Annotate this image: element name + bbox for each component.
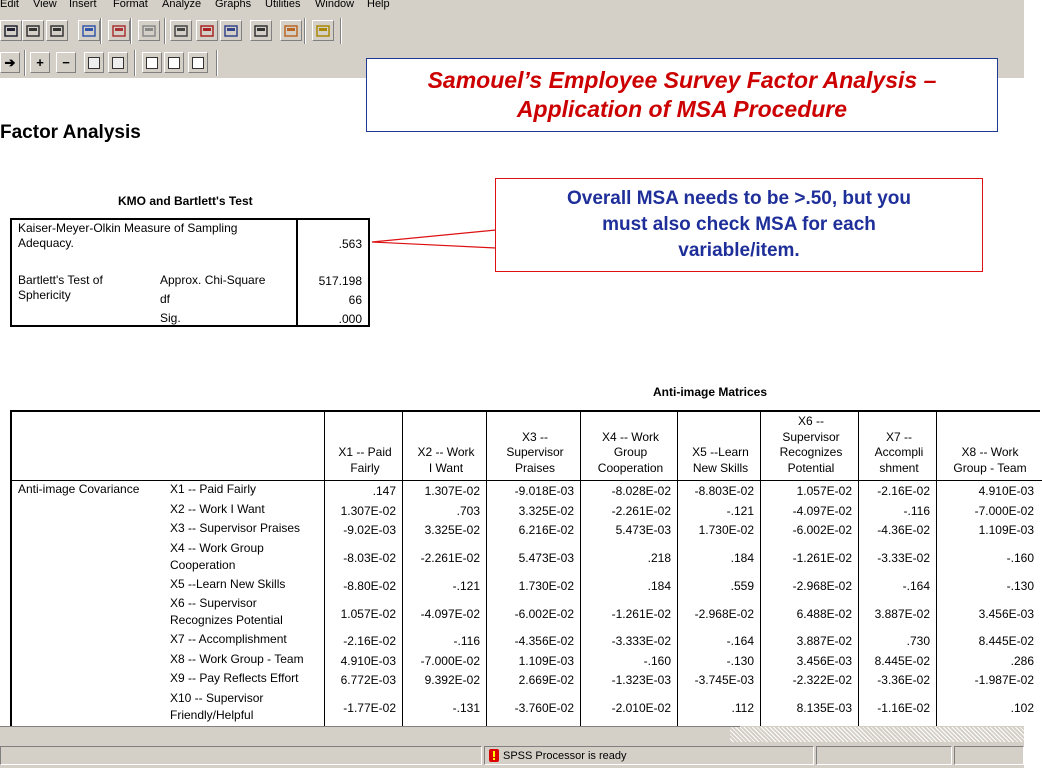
- dialog-recall-button[interactable]: [108, 20, 130, 41]
- alert-icon: [489, 749, 499, 762]
- toolbar-separator: [130, 18, 132, 44]
- row-label: Friendly/Helpful: [170, 707, 254, 722]
- column-divider: [760, 480, 761, 726]
- matrix-cell: .218: [647, 551, 671, 565]
- use-sets-button[interactable]: [250, 20, 272, 41]
- use-sets-icon: [254, 24, 268, 38]
- goto-data-icon: [174, 24, 188, 38]
- hide-icon: [112, 57, 124, 69]
- row-label: X9 -- Pay Reflects Effort: [170, 671, 299, 685]
- collapse-icon: −: [62, 55, 70, 70]
- output-heading: Factor Analysis: [0, 122, 141, 143]
- kmo-label: Kaiser-Meyer-Olkin Measure of Sampling: [18, 221, 238, 235]
- slide-title-box: [366, 58, 998, 132]
- column-divider: [858, 480, 859, 726]
- matrix-cell: 3.325E-02: [518, 503, 574, 518]
- row-label: X7 -- Accomplishment: [170, 632, 287, 646]
- matrix-cell: -4.36E-02: [877, 523, 930, 538]
- kmo-row-value: 517.198: [318, 274, 362, 288]
- column-header: Group: [613, 445, 648, 459]
- column-header: shment: [879, 460, 919, 475]
- row-label: X6 -- Supervisor: [170, 596, 257, 610]
- row-label: X4 -- Work Group: [170, 540, 264, 555]
- column-header: Accompli: [874, 445, 924, 459]
- collapse-button[interactable]: [56, 52, 76, 73]
- toolbar-separator: [164, 18, 166, 44]
- insert-variable-icon: [200, 24, 214, 38]
- matrix-cell: -.131: [452, 701, 480, 715]
- run-icon: [316, 24, 330, 38]
- matrix-cell: -.160: [1006, 551, 1034, 565]
- matrix-cell: .184: [647, 578, 671, 593]
- row-label: X1 -- Paid Fairly: [170, 482, 257, 496]
- matrix-cell: .559: [730, 578, 754, 593]
- column-header: New Skills: [692, 460, 749, 475]
- insert-text-button[interactable]: [188, 52, 208, 73]
- matrix-cell: -3.333E-02: [611, 634, 671, 649]
- matrix-cell: -2.010E-02: [611, 701, 671, 715]
- menu-window[interactable]: Window: [315, 0, 355, 10]
- matrix-cell: 8.445E-02: [978, 634, 1034, 649]
- kmo-row-label: df: [160, 292, 171, 306]
- matrix-cell: 6.772E-03: [340, 673, 396, 688]
- status-pane: [0, 746, 482, 765]
- insert-title-icon: [168, 57, 180, 69]
- matrix-cell: -4.097E-02: [420, 606, 480, 621]
- matrix-cell: -2.968E-02: [792, 578, 852, 593]
- insert-heading-icon: [146, 57, 158, 69]
- variables-info-icon: [224, 24, 238, 38]
- matrix-group-label: Anti-image Covariance: [18, 482, 140, 496]
- matrix-cell: -8.028E-02: [611, 484, 671, 499]
- matrix-cell: 1.109E-03: [518, 653, 574, 668]
- kmo-label-cont: Adequacy.: [18, 236, 74, 250]
- navigate-button[interactable]: [0, 52, 20, 73]
- processor-status-text: SPSS Processor is ready: [503, 749, 627, 762]
- matrix-cell: .703: [456, 503, 480, 518]
- column-divider: [580, 480, 581, 726]
- save-button[interactable]: [0, 20, 22, 41]
- column-divider: [402, 480, 403, 726]
- column-divider: [486, 480, 487, 726]
- matrix-cell: -1.323E-03: [611, 673, 671, 688]
- insert-variable-button[interactable]: [196, 20, 218, 41]
- column-header: X3 --: [521, 429, 548, 444]
- column-header: Recognizes: [779, 445, 843, 459]
- matrix-cell: 3.887E-02: [874, 606, 930, 621]
- kmo-row-value: .000: [338, 312, 362, 326]
- callout-text: Overall MSA needs to be >.50, but you must also check MSA for each variable/item.: [566, 188, 912, 261]
- insert-heading-button[interactable]: [142, 52, 162, 73]
- matrix-cell: 3.887E-02: [796, 634, 852, 649]
- menu-help[interactable]: Help: [367, 0, 390, 10]
- toolbar-separator: [340, 18, 342, 44]
- matrix-cell: 1.057E-02: [340, 606, 396, 621]
- kmo-row-label: Approx. Chi-Square: [160, 273, 266, 287]
- anti-image-table: [10, 410, 1040, 726]
- column-header: Supervisor: [506, 445, 564, 459]
- matrix-cell: 3.325E-02: [424, 523, 480, 538]
- matrix-cell: 8.135E-03: [796, 701, 852, 715]
- header-divider: [12, 480, 1042, 481]
- kmo-table: [10, 218, 370, 327]
- matrix-cell: 1.109E-03: [978, 523, 1034, 538]
- matrix-cell: .286: [1010, 653, 1034, 668]
- status-pane: [954, 746, 1024, 765]
- matrix-cell: 6.488E-02: [796, 606, 852, 621]
- matrix-cell: -.121: [452, 578, 480, 593]
- matrix-cell: -.116: [453, 634, 480, 649]
- print-icon: [26, 24, 40, 38]
- export-icon: [82, 24, 96, 38]
- kmo-row-label: Sig.: [160, 311, 181, 325]
- designate-window-icon: [284, 24, 298, 38]
- matrix-cell: 1.307E-02: [424, 484, 480, 499]
- matrix-cell: -.121: [726, 503, 754, 518]
- matrix-cell: -6.002E-02: [514, 606, 574, 621]
- run-button[interactable]: [312, 20, 334, 41]
- matrix-cell: -9.02E-03: [343, 523, 396, 538]
- navigate-icon: ➔: [4, 54, 16, 70]
- matrix-cell: 1.730E-02: [698, 523, 754, 538]
- matrix-cell: -.164: [902, 578, 930, 593]
- dialog-recall-icon: [112, 24, 126, 38]
- scrollbar-track[interactable]: [730, 727, 1024, 742]
- matrix-cell: -1.261E-02: [611, 606, 671, 621]
- row-label: Cooperation: [170, 557, 236, 572]
- matrix-cell: -2.261E-02: [611, 503, 671, 518]
- kmo-row-value: 66: [348, 293, 362, 307]
- print-button[interactable]: [22, 20, 44, 41]
- anti-image-caption: Anti-image Matrices: [653, 385, 768, 399]
- matrix-cell: -8.03E-02: [343, 551, 396, 565]
- goto-data-button[interactable]: [170, 20, 192, 41]
- matrix-cell: -2.16E-02: [877, 484, 930, 499]
- row-label: X8 -- Work Group - Team: [170, 651, 304, 666]
- matrix-cell: -6.002E-02: [792, 523, 852, 538]
- matrix-cell: 1.730E-02: [518, 578, 574, 593]
- matrix-cell: 3.456E-03: [796, 653, 852, 668]
- kmo-caption: KMO and Bartlett's Test: [118, 194, 253, 208]
- matrix-cell: .184: [730, 551, 754, 565]
- matrix-cell: 8.445E-02: [874, 653, 930, 668]
- main-toolbar: [0, 14, 1024, 49]
- row-label: Recognizes Potential: [170, 613, 283, 627]
- menu-analyze[interactable]: Analyze: [162, 0, 202, 10]
- matrix-cell: -3.760E-02: [514, 701, 574, 715]
- row-label: X3 -- Supervisor Praises: [170, 521, 301, 535]
- matrix-cell: -1.16E-02: [877, 701, 930, 715]
- insert-text-icon: [192, 57, 204, 69]
- matrix-cell: -.116: [903, 503, 930, 518]
- column-header: Cooperation: [597, 460, 664, 475]
- matrix-cell: .102: [1010, 701, 1034, 715]
- row-label: X5 --Learn New Skills: [170, 576, 286, 591]
- insert-title-button[interactable]: [164, 52, 184, 73]
- column-header: I Want: [428, 460, 464, 475]
- column-header: X8 -- Work: [961, 445, 1019, 459]
- matrix-cell: -.130: [1006, 578, 1034, 593]
- print-preview-button[interactable]: [46, 20, 68, 41]
- matrix-cell: 5.473E-03: [518, 551, 574, 565]
- hide-button[interactable]: [108, 52, 128, 73]
- menu-format[interactable]: Format: [113, 0, 148, 10]
- matrix-cell: -.164: [726, 634, 754, 649]
- column-header: X2 -- Work: [417, 445, 475, 459]
- print-preview-icon: [50, 24, 64, 38]
- column-header: Group - Team: [953, 460, 1027, 475]
- matrix-cell: 1.307E-02: [340, 503, 396, 518]
- matrix-cell: -1.987E-02: [974, 673, 1034, 688]
- designate-window-button[interactable]: [280, 20, 302, 41]
- matrix-cell: -8.803E-02: [694, 484, 754, 499]
- slide-title: Samouel’s Employee Survey Factor Analysis – Application of MSA Procedure: [427, 67, 937, 122]
- matrix-cell: -2.261E-02: [420, 551, 480, 565]
- horizontal-scrollbar[interactable]: [0, 726, 740, 742]
- show-button[interactable]: [84, 52, 104, 73]
- column-header: X6 --: [797, 414, 824, 428]
- matrix-cell: -3.36E-02: [877, 673, 930, 688]
- status-pane: [816, 746, 952, 765]
- processor-status-pane: [484, 746, 814, 765]
- toolbar-separator: [100, 18, 102, 44]
- kmo-value: .563: [338, 237, 362, 251]
- matrix-cell: -1.77E-02: [343, 701, 396, 715]
- undo-button[interactable]: [138, 20, 160, 41]
- matrix-cell: -7.000E-02: [420, 653, 480, 668]
- column-header: X5 --Learn: [692, 445, 749, 459]
- column-header: Potential: [787, 460, 835, 475]
- matrix-cell: 6.216E-02: [518, 523, 574, 538]
- matrix-cell: 2.669E-02: [518, 673, 574, 688]
- matrix-cell: -7.000E-02: [974, 503, 1034, 518]
- show-icon: [88, 57, 100, 69]
- row-label: X2 -- Work I Want: [170, 501, 265, 516]
- matrix-cell: 4.910E-03: [978, 484, 1034, 499]
- bartlett-label: Bartlett's Test of: [18, 273, 103, 287]
- matrix-cell: -.130: [726, 653, 754, 668]
- column-header: Fairly: [350, 460, 380, 475]
- matrix-cell: -2.16E-02: [343, 634, 396, 649]
- matrix-cell: -2.968E-02: [694, 606, 754, 621]
- matrix-cell: .112: [731, 701, 754, 715]
- matrix-cell: 3.456E-03: [978, 606, 1034, 621]
- column-divider: [324, 412, 325, 726]
- variables-info-button[interactable]: [220, 20, 242, 41]
- menu-utilities[interactable]: Utilities: [265, 0, 301, 10]
- toolbar-separator: [304, 18, 306, 44]
- save-icon: [4, 24, 18, 38]
- column-header: Supervisor: [782, 429, 840, 444]
- column-header: X1 -- Paid: [338, 445, 392, 459]
- menu-graphs[interactable]: Graphs: [215, 0, 252, 10]
- bartlett-label-cont: Sphericity: [18, 288, 71, 302]
- matrix-cell: -8.80E-02: [343, 578, 396, 593]
- matrix-cell: -1.261E-02: [792, 551, 852, 565]
- matrix-cell: -4.097E-02: [792, 503, 852, 518]
- msa-callout: [495, 178, 983, 272]
- matrix-cell: 1.057E-02: [796, 484, 852, 499]
- menu-bar: [0, 0, 1024, 14]
- toolbar-separator: [134, 50, 136, 76]
- menu-insert[interactable]: Insert: [69, 0, 97, 10]
- matrix-cell: -9.018E-03: [514, 484, 574, 499]
- matrix-cell: -.160: [643, 653, 671, 668]
- matrix-cell: -4.356E-02: [514, 634, 574, 649]
- row-label: X10 -- Supervisor: [170, 690, 264, 705]
- toolbar-separator: [216, 50, 218, 76]
- expand-button[interactable]: [30, 52, 50, 73]
- menu-view[interactable]: View: [33, 0, 57, 10]
- column-header: X7 --: [885, 429, 912, 444]
- undo-icon: [142, 24, 156, 38]
- matrix-cell: .730: [906, 634, 930, 649]
- matrix-cell: -3.33E-02: [877, 551, 930, 565]
- matrix-cell: -3.745E-03: [694, 673, 754, 688]
- toolbar-separator: [24, 50, 26, 76]
- column-divider: [677, 480, 678, 726]
- matrix-cell: -2.322E-02: [792, 673, 852, 688]
- expand-icon: +: [36, 55, 44, 70]
- export-button[interactable]: [78, 20, 100, 41]
- matrix-cell: 9.392E-02: [424, 673, 480, 688]
- column-header: Praises: [514, 460, 555, 475]
- callout-pointer: [368, 226, 498, 252]
- column-header: X4 -- Work: [601, 429, 660, 444]
- column-divider: [936, 480, 937, 726]
- matrix-cell: .147: [372, 484, 396, 499]
- menu-edit[interactable]: Edit: [0, 0, 19, 10]
- matrix-cell: 5.473E-03: [615, 523, 671, 538]
- matrix-cell: 4.910E-03: [340, 653, 396, 668]
